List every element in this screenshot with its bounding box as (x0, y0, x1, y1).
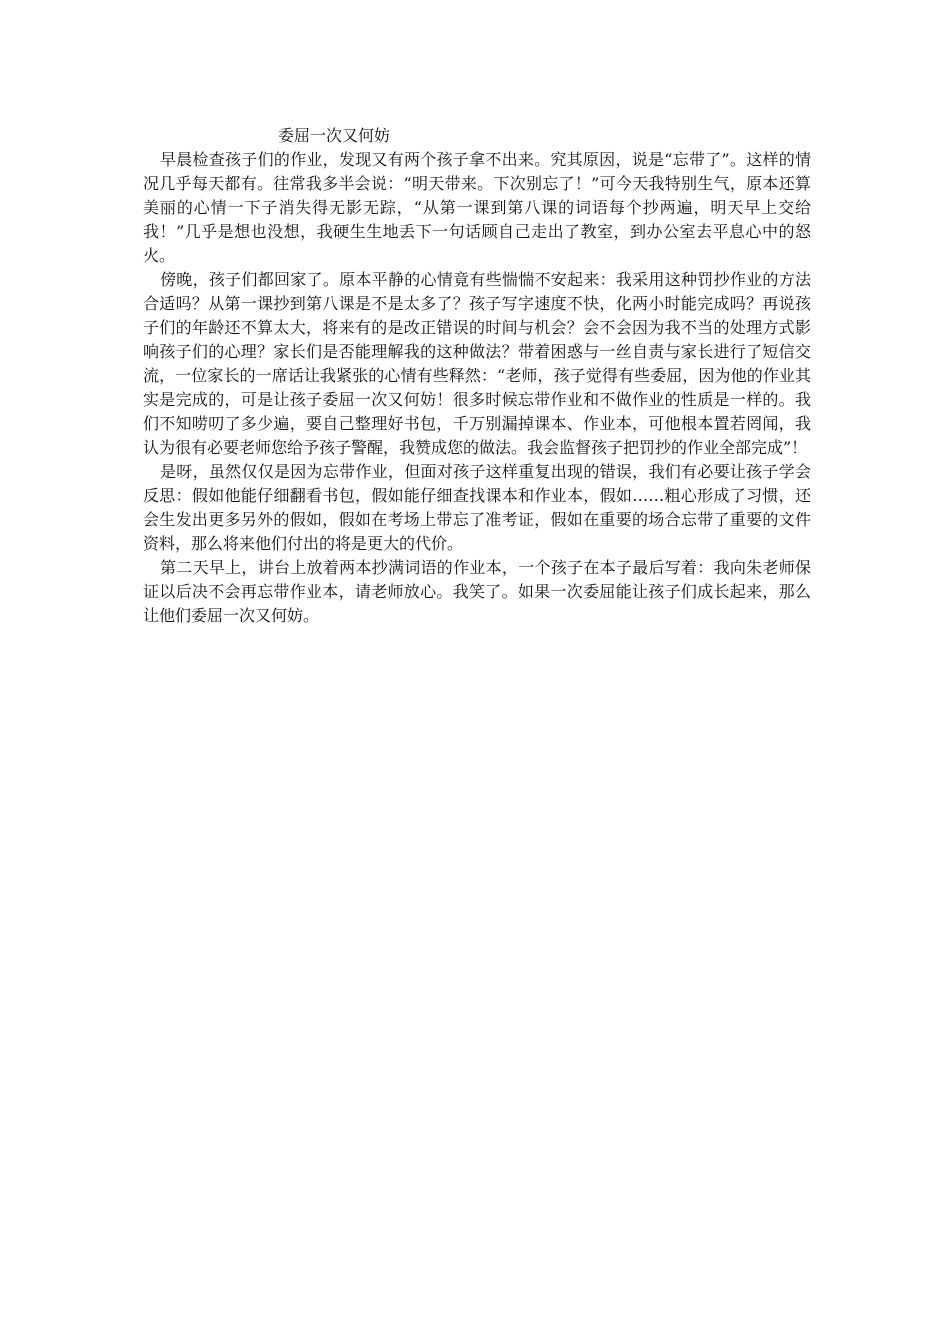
paragraph-4: 第二天早上，讲台上放着两本抄满词语的作业本，一个孩子在本子最后写着：我向朱老师保证以后决不会再忘带作业本，请老师放心。我笑了。如果一次委屈能让孩子们成长起来，那么让他们委屈一次又何妨。 (143, 558, 811, 625)
paragraph-3: 是呀，虽然仅仅是因为忘带作业，但面对孩子这样重复出现的错误，我们有必要让孩子学会反思：假如他能仔细翻看书包，假如能仔细查找课本和作业本，假如……粗心形成了习惯，还会生发出更多另外的假如，假如在考场上带忘了准考证，假如在重要的场合忘带了重要的文件资料，那么将来他们付出的将是更大的代价。 (143, 462, 811, 553)
article-title: 委屈一次又何妨 (278, 126, 391, 145)
paragraph-2: 傍晚，孩子们都回家了。原本平静的心情竟有些惴惴不安起来：我采用这种罚抄作业的方法合适吗？从第一课抄到第八课是不是太多了？孩子写字速度不快，化两小时能完成吗？再说孩子们的年龄还不算太大，将来有的是改正错误的时间与机会？会不会因为我不当的处理方式影响孩子们的心理？家长们是否能理解我的这种做法？带着困惑与一丝自责与家长进行了短信交流，一位家长的一席话让我紧张的心情有些释然：“老师，孩子觉得有些委屈，因为他的作业其实是完成的，可是让孩子委屈一次又何妨！很多时候忘带作业和不做作业的性质是一样的。我们不知唠叨了多少遍，要自己整理好书包，千万别漏掉课本、作业本，可他根本置若罔闻，我认为很有必要老师您给予孩子警醒，我赞成您的做法。我会监督孩子把罚抄的作业全部完成”！ (143, 270, 811, 457)
paragraph-1: 早晨检查孩子们的作业，发现又有两个孩子拿不出来。究其原因，说是“忘带了”。这样的情况几乎每天都有。往常我多半会说：“明天带来。下次别忘了！”可今天我特别生气，原本还算美丽的心情一下子消失得无影无踪，“从第一课到第八课的词语每个抄两遍，明天早上交给我！”几乎是想也没想，我硬生生地丢下一句话顾自己走出了教室，到办公室去平息心中的怒火。 (143, 150, 811, 265)
article (143, 124, 811, 628)
